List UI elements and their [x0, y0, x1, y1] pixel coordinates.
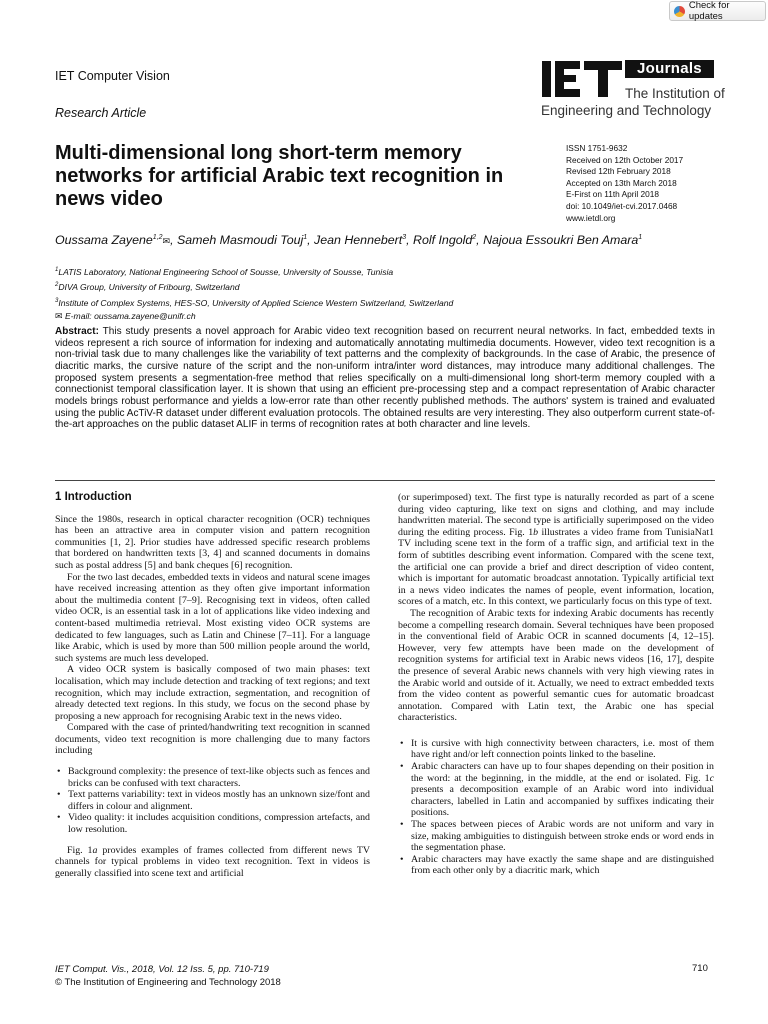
section-divider	[55, 480, 715, 481]
paragraph-text: (or superimposed) text. The first type is naturally recorded as part of a scene during video capturing, like text on signs and clothing, and may include handwritten material. The second type is artificially superimposed on the video during the editing process. Fig. 1	[398, 492, 714, 538]
section-heading-introduction: 1 Introduction	[55, 491, 132, 503]
page-number: 710	[692, 963, 708, 974]
doi: doi: 10.1049/iet-cvi.2017.0468	[566, 200, 678, 211]
author-separator: ,	[406, 233, 414, 248]
list-item: • Background complexity: the presence of text-like objects such as fences and bricks can be confused with text characters.	[68, 766, 370, 789]
affiliation-list	[55, 264, 735, 324]
figure-panel-label: b	[533, 526, 539, 538]
iet-logo-mark	[541, 59, 623, 99]
check-for-updates-label: Check for updates	[688, 0, 730, 22]
author-affiliation-marker: 3	[402, 234, 407, 241]
email-line	[55, 310, 735, 324]
paragraph-text: illustrates a video frame from TunisiaNat1 TV including scene text in the form of a traffic sign, and artificial text in the form of subtitles describing event information. Compared with the scene text, the artificial one can provide a brief and direct description of video content, which is important for automatic broadcast annotation. Typically artificial text in a news video indicates the names of people, event information, location, scores of a match, etc. In this context, we particularly focus on this type of text.	[398, 526, 715, 608]
efirst-date: E-First on 11th April 2018	[566, 189, 660, 200]
affiliation-number: 2	[55, 282, 59, 289]
institution-name-line2: Engineering and Technology	[541, 103, 712, 118]
author-affiliation-marker: 1	[303, 234, 308, 241]
list-item: • Arabic characters may have exactly the same shape and are distinguished from each other only by a diacritic mark, which	[411, 854, 714, 877]
affiliation-text: DIVA Group, University of Fribourg, Switzerland	[58, 282, 240, 293]
list-item-text: presents a decomposition example of an Arabic word into individual characters, labelled in Latin and accompanied by suffixes indicating their positions.	[411, 784, 714, 819]
figure-reference: Fig. 1	[67, 844, 93, 856]
paragraph-text: provides examples of frames collected from different news TV channels for typical problems in video text recognition. Text in videos is generally classified into scene text and artificial	[55, 844, 370, 879]
author-name: Jean Hennebert	[314, 233, 403, 248]
article-metadata	[566, 143, 736, 224]
article-type: Research Article	[55, 106, 147, 120]
author-name: Sameh Masmoudi Touj	[176, 233, 304, 248]
arabic-characteristics-list	[398, 738, 714, 877]
affiliation-text: Institute of Complex Systems, HES-SO, University of Applied Science Western Switzerland, Switzerland	[58, 297, 454, 308]
article-title: Multi-dimensional long short-term memory networks for artificial Arabic text recognition in news video	[55, 142, 504, 210]
list-item-text: Arabic characters can have up to four shapes depending on their position in the word: at the beginning, in the middle, at the end or isolated. Fig. 1	[411, 761, 714, 784]
body-column-right	[398, 492, 714, 886]
mail-icon: ✉	[55, 311, 63, 322]
author-name: Rolf Ingold	[413, 233, 473, 248]
paragraph: The recognition of Arabic texts for indexing Arabic documents has recently become a compelling research domain. Several techniques have been proposed in the conventional field of Arabic OCR in scanned documents [4, 12–15]. However, very few attempts have been made on the development of recognition systems for artificial text in Arabic news videos [16, 17], despite the presence of several Arabic news channels with very high viewing rates in the Arabic world and outside of it. Actually, we need to extract embedded texts from the video content as powerful semantic cues for automatic broadcast annotation. Compared with Latin text, the Arabic one has special characteristics.	[398, 607, 714, 724]
figure-panel-label: c	[709, 772, 714, 784]
affiliation-number: 3	[55, 297, 59, 304]
check-for-updates-button[interactable]	[669, 1, 766, 21]
paragraph: A video OCR system is basically composed of two main phases: text localisation, which may include detection and tracking of text regions; and text recognition, which may include extraction, segmentation, and recognition of already detected text regions. In this study, we focus on the second phase by proposing a new approach for recognising Arabic text in the news video.	[55, 664, 370, 722]
affiliation	[55, 264, 735, 279]
issn: ISSN 1751-9632	[566, 143, 628, 153]
accepted-date: Accepted on 13th March 2018	[566, 177, 677, 188]
paragraph: For the two last decades, embedded texts in videos and natural scene images have received increasing attention as they often give important information about the multimedia content [7–9]. Recognising text in videos, often called video OCR, is an essential task in a lot of applications like video indexing and content-based multimedia retrieval. Most existing video OCR systems are dedicated to few languages, such as Latin and Chinese [7–11]. For a language like Arabic, which is used by more than 500 million people around the world, such systems are much less developed.	[55, 571, 370, 664]
author-separator: ,	[170, 233, 177, 248]
copyright: © The Institution of Engineering and Technology 2018	[55, 977, 281, 988]
page-footer	[55, 963, 281, 989]
paragraph: Since the 1980s, research in optical character recognition (OCR) techniques has been an attractive area in computer vision and pattern recognition communities [1, 2]. Prior studies have addressed specific research problems that bordered on handwritten texts [3, 4] and scanned documents in domains such as postal address [5] and bank cheques [6] recognition.	[55, 513, 370, 571]
challenge-list	[55, 766, 370, 836]
paragraph	[55, 845, 370, 880]
affiliation-text: LATIS Laboratory, National Engineering School of Sousse, University of Sousse, Tunisia	[58, 266, 394, 277]
author-name: Oussama Zayene	[55, 233, 153, 248]
abstract-text: This study presents a novel approach for Arabic video text recognition based on recurrent neural networks. In fact, embedded texts in videos represent a rich source of information for indexing and automatically annotating multimedia documents. However, video text recognition is a non-trivial task due to many challenges like the variability of text patterns and the complexity of backgrounds. In the case of Arabic, the presence of diacritic marks, the cursive nature of the script and the non-uniform intra/inter word distances, may introduce many additional challenges. The proposed system presents a segmentation-free method that relies specifically on a multi-dimensional long short-term memory coupled with a connectionist temporal classification layer. It is shown that using an efficient pre-processing step and a compact representation of Arabic character models brings robust performance and yields a low-error rate than other recently published methods. The authors' system is trained and evaluated using the public AcTiV-R dataset under different evaluation protocols. The obtained results are very interesting. They also outperform current state-of-the-art approaches on the public dataset ALIF in terms of recognition rates at both character and line levels.	[55, 326, 715, 431]
affiliation	[55, 295, 735, 310]
list-item: • Video quality: it includes acquisition conditions, compression artefacts, and low resolution.	[68, 812, 370, 835]
journal-name: IET Computer Vision	[55, 69, 170, 83]
author-name: Najoua Essoukri Ben Amara	[483, 233, 639, 248]
paragraph	[398, 492, 714, 608]
author-affiliation-marker: 1,2	[152, 234, 163, 241]
author-separator: ,	[476, 233, 484, 248]
iet-logo	[541, 59, 725, 123]
received-date: Received on 12th October 2017	[566, 154, 684, 165]
affiliation-number: 1	[55, 267, 59, 273]
body-column-left	[55, 492, 370, 879]
affiliation	[55, 279, 735, 294]
figure-panel-label: a	[92, 844, 98, 856]
author-affiliation-marker: 2	[472, 234, 477, 241]
paragraph: Compared with the case of printed/handwriting text recognition in scanned documents, video text recognition is more challenging due to many factors including	[55, 722, 370, 757]
corresponding-author-mail-icon: ✉	[162, 236, 171, 247]
list-item: • Text patterns variability: text in videos mostly has an unknown size/font and differs in colour and alignment.	[68, 789, 370, 812]
journal-url[interactable]: www.ietdl.org	[566, 212, 616, 223]
check-for-updates-icon	[674, 6, 685, 17]
abstract-label: Abstract:	[55, 326, 99, 337]
author-separator: ,	[307, 233, 315, 248]
author-list	[55, 229, 715, 250]
corresponding-email[interactable]: E-mail: oussama.zayene@unifr.ch	[64, 311, 196, 322]
revised-date: Revised 12th February 2018	[566, 166, 671, 177]
list-item	[411, 761, 714, 819]
list-item: • The spaces between pieces of Arabic words are not uniform and vary in size, making ambiguities to distinguish between stroke ends or word ends in the segmentation phase.	[411, 819, 714, 854]
institution-name-line1: The Institution of	[625, 86, 725, 101]
list-item: • It is cursive with high connectivity between characters, i.e. most of them have right and/or left connection points linked to the baseline.	[411, 738, 714, 761]
author-affiliation-marker: 1	[638, 234, 643, 241]
journals-badge: Journals	[625, 60, 714, 78]
citation: IET Comput. Vis., 2018, Vol. 12 Iss. 5, pp. 710-719	[55, 964, 269, 975]
abstract	[55, 326, 715, 431]
